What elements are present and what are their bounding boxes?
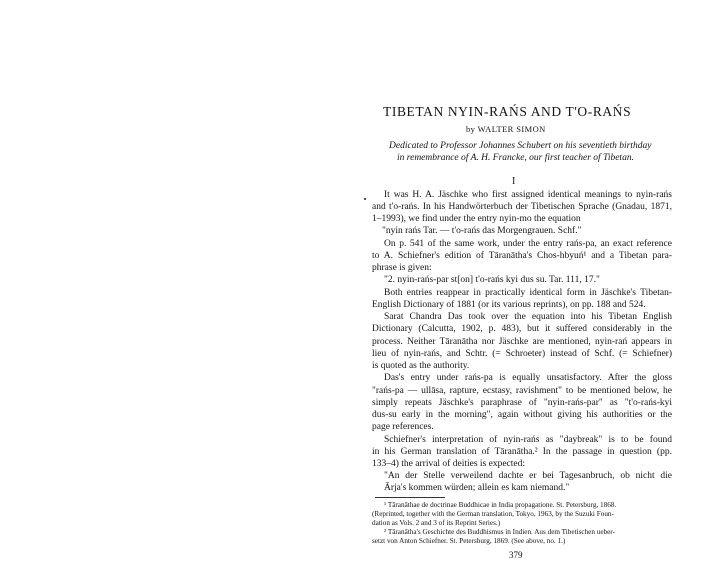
body-line: "rańs-pa — ullāsa, rapture, ecstasy, ravishment" to be mentioned below, he bbox=[372, 386, 672, 396]
body-line: simply repeats Jäschke's paraphrase of "nyin-rańs-par" as "t'o-rańs-kyi bbox=[372, 398, 672, 408]
body-line: Ārja's kommen würden; allein es kam niemand." bbox=[384, 483, 570, 493]
body-line: "2. nyin-rańs-par st[on] t'o-rańs kyi dus su. Tar. 111, 17." bbox=[384, 275, 600, 285]
body-line: is quoted as the authority. bbox=[372, 361, 470, 371]
body-line: Schiefner's interpretation of nyin-rańs as "daybreak" is to be found bbox=[384, 435, 672, 445]
body-line: and t'o-rańs. In his Handwörterbuch der Tibetischen Sprache (Gnadau, 1871, bbox=[372, 202, 672, 212]
body-line: "An der Stelle verweilend dachte er bei Tagesanbruch, ob nicht die bbox=[384, 471, 673, 481]
body-line: "nyin rańs Tar. — t'o-rańs das Morgengrauen. Schf." bbox=[382, 226, 582, 236]
body-line: to A. Schiefner's edition of Tāranātha's Chos-hbyuń¹ and a Tibetan para- bbox=[372, 251, 673, 261]
body-line: in his German translation of Tāranātha.² In the passage in question (pp. bbox=[372, 447, 672, 457]
body-line: Das's entry under rańs-pa is equally unsatisfactory. After the gloss bbox=[384, 373, 673, 383]
margin-mark bbox=[364, 198, 366, 200]
footnote-line: ² Tāranātha's Geschichte des Buddhismus in Indien. Aus dem Tibetischen ueber- bbox=[384, 528, 615, 536]
body-line: English Dictionary of 1881 (or its various reprints), on pp. 188 and 524. bbox=[372, 300, 646, 310]
footnote-line: (Reprinted, together with the German translation, Tokyo, 1963, by the Suzuki Foun- bbox=[372, 510, 614, 518]
body-line: lieu of nyin-rańs, and Schtr. (= Schroeter) instead of Schf. (= Schiefner) bbox=[372, 349, 672, 359]
body-line: It was H. A. Jäschke who first assigned identical meanings to nyin-rańs bbox=[384, 190, 673, 200]
article-title: TIBETAN NYIN-RAŃS AND T'O-RAŃS bbox=[383, 104, 632, 119]
body-line: process. Neither Tāranātha nor Jäschke are mentioned, nyin-rań appears in bbox=[372, 337, 673, 347]
footnote-rule bbox=[375, 497, 445, 498]
author-byline: by WALTER SIMON bbox=[466, 124, 546, 134]
body-line: page references. bbox=[372, 422, 434, 432]
body-line: phrase is given: bbox=[372, 263, 432, 273]
page-number: 379 bbox=[509, 550, 523, 560]
dedication-line: in remembrance of A. H. Francke, our first teacher of Tibetan. bbox=[397, 153, 634, 163]
body-line: Sarat Chandra Das took over the equation into his Tibetan English bbox=[384, 312, 673, 322]
footnote-line: dation as Vols. 2 and 3 of its Reprint Series.) bbox=[372, 519, 501, 527]
footnote-line: setzt von Anton Schiefner. St. Petersburg, 1869. (See above, no. 1.) bbox=[372, 537, 566, 545]
body-line: Both entries reappear in practically identical form in Jäschke's Tibetan- bbox=[384, 288, 672, 298]
section-number: I bbox=[512, 176, 516, 187]
body-line: 133–4) the arrival of deities is expected: bbox=[372, 459, 526, 469]
body-line: On p. 541 of the same work, under the entry rańs-pa, an exact reference bbox=[384, 239, 672, 249]
body-line: 1–1993), we find under the entry nyin-mo the equation bbox=[372, 214, 581, 224]
footnote-line: ¹ Tāranāthae de doctrinae Buddhicae in India propagatione. St. Petersburg, 1868. bbox=[384, 501, 617, 509]
dedication-line: Dedicated to Professor Johannes Schubert on his seventieth birthday bbox=[389, 141, 652, 151]
body-line: dus-su early in the morning", again without giving his authorities or the bbox=[372, 410, 672, 420]
body-line: Dictionary (Calcutta, 1902, p. 483), but it suffered considerably in the bbox=[372, 324, 672, 334]
